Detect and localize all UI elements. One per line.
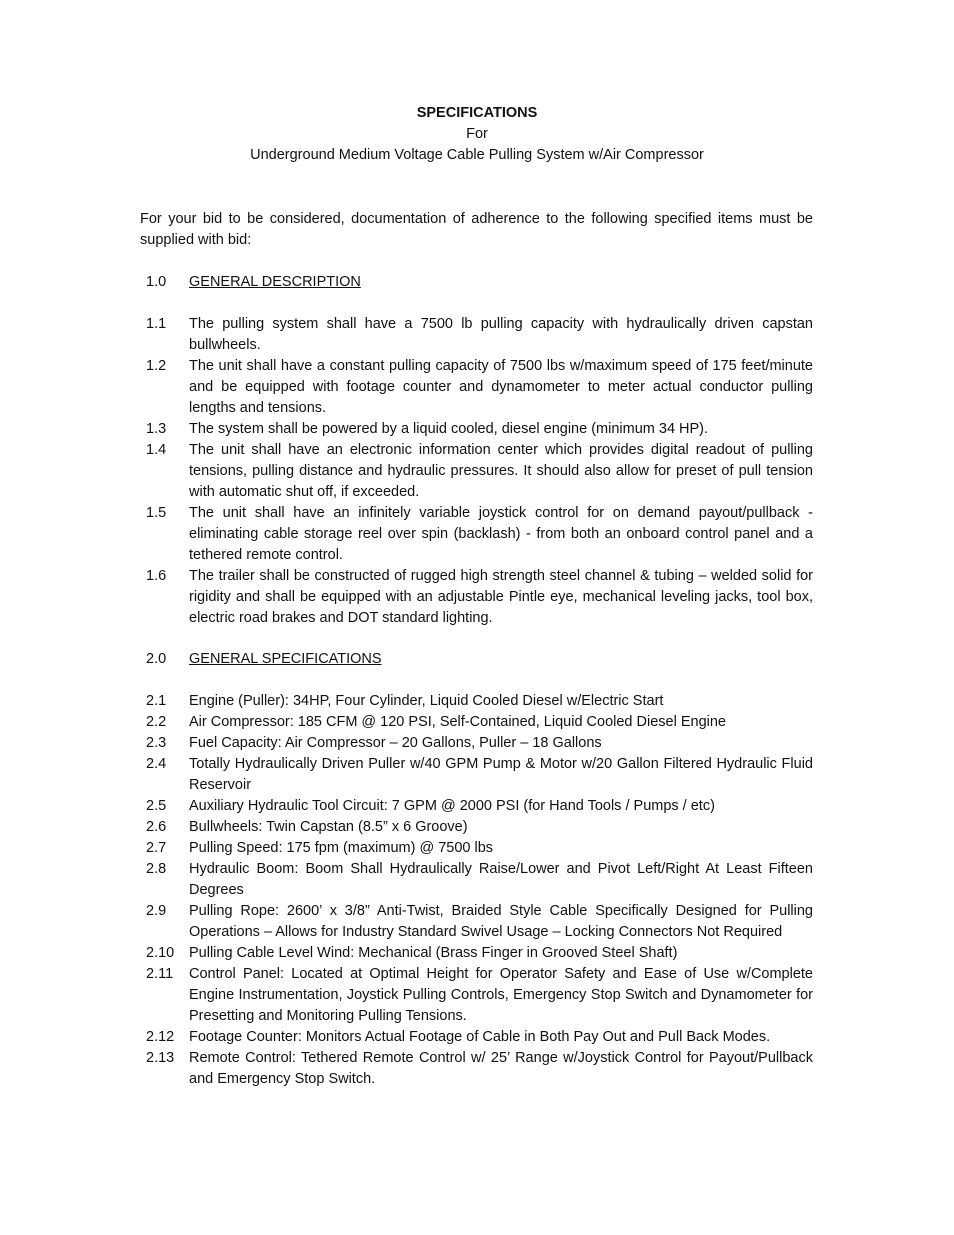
list-item [140, 838, 813, 859]
list-item [140, 964, 813, 1027]
title-specifications: SPECIFICATIONS [416, 105, 538, 121]
section-general-description [140, 272, 813, 629]
list-item [140, 733, 813, 754]
intro-paragraph: For your bid to be considered, documentation of adherence to the following specified items must be supplied with bid: [140, 211, 813, 248]
section-heading [140, 649, 813, 670]
list-item [140, 440, 813, 503]
list-item [140, 566, 813, 629]
list-item [140, 796, 813, 817]
list-item [140, 1048, 813, 1090]
item-number: 2.8 [146, 861, 167, 877]
section-number: 2.0 [146, 651, 167, 667]
item-number: 2.11 [146, 966, 174, 982]
item-text: The unit shall have an infinitely variable joystick control for on demand payout/pullback - eliminating cable storage reel over spin (backlash) - from both an onboard control panel and a tethered remote control. [189, 505, 813, 563]
section-title: GENERAL SPECIFICATIONS [189, 651, 382, 667]
item-number: 2.7 [146, 840, 167, 856]
item-number: 2.2 [146, 714, 167, 730]
item-number: 2.4 [146, 756, 167, 772]
item-number: 1.1 [146, 316, 167, 332]
item-text: The trailer shall be constructed of rugged high strength steel channel & tubing – welded solid for rigidity and shall be equipped with an adjustable Pintle eye, mechanical leveling jacks, tool box, electric road brakes and DOT standard lighting. [189, 568, 813, 626]
document-title [0, 103, 954, 166]
item-text: The pulling system shall have a 7500 lb pulling capacity with hydraulically driven capstan bullwheels. [189, 316, 813, 353]
item-number: 1.2 [146, 358, 167, 374]
item-number: 2.13 [146, 1050, 175, 1066]
section-general-specifications [140, 649, 813, 1090]
item-number: 1.3 [146, 421, 167, 437]
item-text: Pulling Speed: 175 fpm (maximum) @ 7500 lbs [189, 840, 494, 856]
item-text: Pulling Rope: 2600’ x 3/8” Anti-Twist, Braided Style Cable Specifically Designed for Pulling Operations – Allows for Industry Standard Swivel Usage – Locking Connectors Not Required [189, 903, 813, 940]
item-text: Hydraulic Boom: Boom Shall Hydraulically Raise/Lower and Pivot Left/Right At Least Fifteen Degrees [189, 861, 813, 898]
list-item [140, 356, 813, 419]
item-text: Auxiliary Hydraulic Tool Circuit: 7 GPM @ 2000 PSI (for Hand Tools / Pumps / etc) [189, 798, 715, 814]
list-item [140, 1027, 813, 1048]
item-number: 2.5 [146, 798, 167, 814]
title-for: For [466, 126, 488, 142]
item-number: 1.6 [146, 568, 167, 584]
list-item [140, 901, 813, 943]
item-text: Air Compressor: 185 CFM @ 120 PSI, Self-Contained, Liquid Cooled Diesel Engine [189, 714, 726, 730]
item-text: Pulling Cable Level Wind: Mechanical (Brass Finger in Grooved Steel Shaft) [189, 945, 678, 961]
item-text: The unit shall have a constant pulling capacity of 7500 lbs w/maximum speed of 175 feet/minute and be equipped with footage counter and dynamometer to meter actual conductor pulling lengths and tensions. [189, 358, 813, 416]
section-heading [140, 272, 813, 293]
item-text: The system shall be powered by a liquid cooled, diesel engine (minimum 34 HP). [189, 421, 709, 437]
item-number: 2.1 [146, 693, 167, 709]
item-number: 2.9 [146, 903, 167, 919]
item-text: The unit shall have an electronic information center which provides digital readout of pulling tensions, pulling distance and hydraulic pressures. It should also allow for preset of pull tension with automatic shut off, if exceeded. [189, 442, 813, 500]
list-item [140, 419, 813, 440]
item-number: 2.10 [146, 945, 175, 961]
item-number: 1.4 [146, 442, 167, 458]
item-number: 2.12 [146, 1029, 175, 1045]
item-text: Bullwheels: Twin Capstan (8.5” x 6 Groove) [189, 819, 468, 835]
section-title: GENERAL DESCRIPTION [189, 274, 361, 290]
item-text: Engine (Puller): 34HP, Four Cylinder, Liquid Cooled Diesel w/Electric Start [189, 693, 664, 709]
list-item [140, 314, 813, 356]
item-text: Totally Hydraulically Driven Puller w/40 GPM Pump & Motor w/20 Gallon Filtered Hydraulic Fluid Reservoir [189, 756, 813, 793]
list-item [140, 754, 813, 796]
item-text: Control Panel: Located at Optimal Height for Operator Safety and Ease of Use w/Complete Engine Instrumentation, Joystick Pulling Controls, Emergency Stop Switch and Dynamometer for Presetting and Monitoring Pulling Tensions. [189, 966, 813, 1024]
list-item [140, 691, 813, 712]
item-text: Fuel Capacity: Air Compressor – 20 Gallons, Puller – 18 Gallons [189, 735, 602, 751]
item-number: 1.5 [146, 505, 167, 521]
list-item [140, 943, 813, 964]
title-subject: Underground Medium Voltage Cable Pulling System w/Air Compressor [250, 147, 704, 163]
list-item [140, 817, 813, 838]
list-item [140, 712, 813, 733]
item-number: 2.3 [146, 735, 167, 751]
item-text: Footage Counter: Monitors Actual Footage of Cable in Both Pay Out and Pull Back Modes. [189, 1029, 771, 1045]
list-item [140, 503, 813, 566]
list-item [140, 859, 813, 901]
item-number: 2.6 [146, 819, 167, 835]
item-text: Remote Control: Tethered Remote Control w/ 25’ Range w/Joystick Control for Payout/Pullback and Emergency Stop Switch. [189, 1050, 813, 1087]
section-number: 1.0 [146, 274, 167, 290]
